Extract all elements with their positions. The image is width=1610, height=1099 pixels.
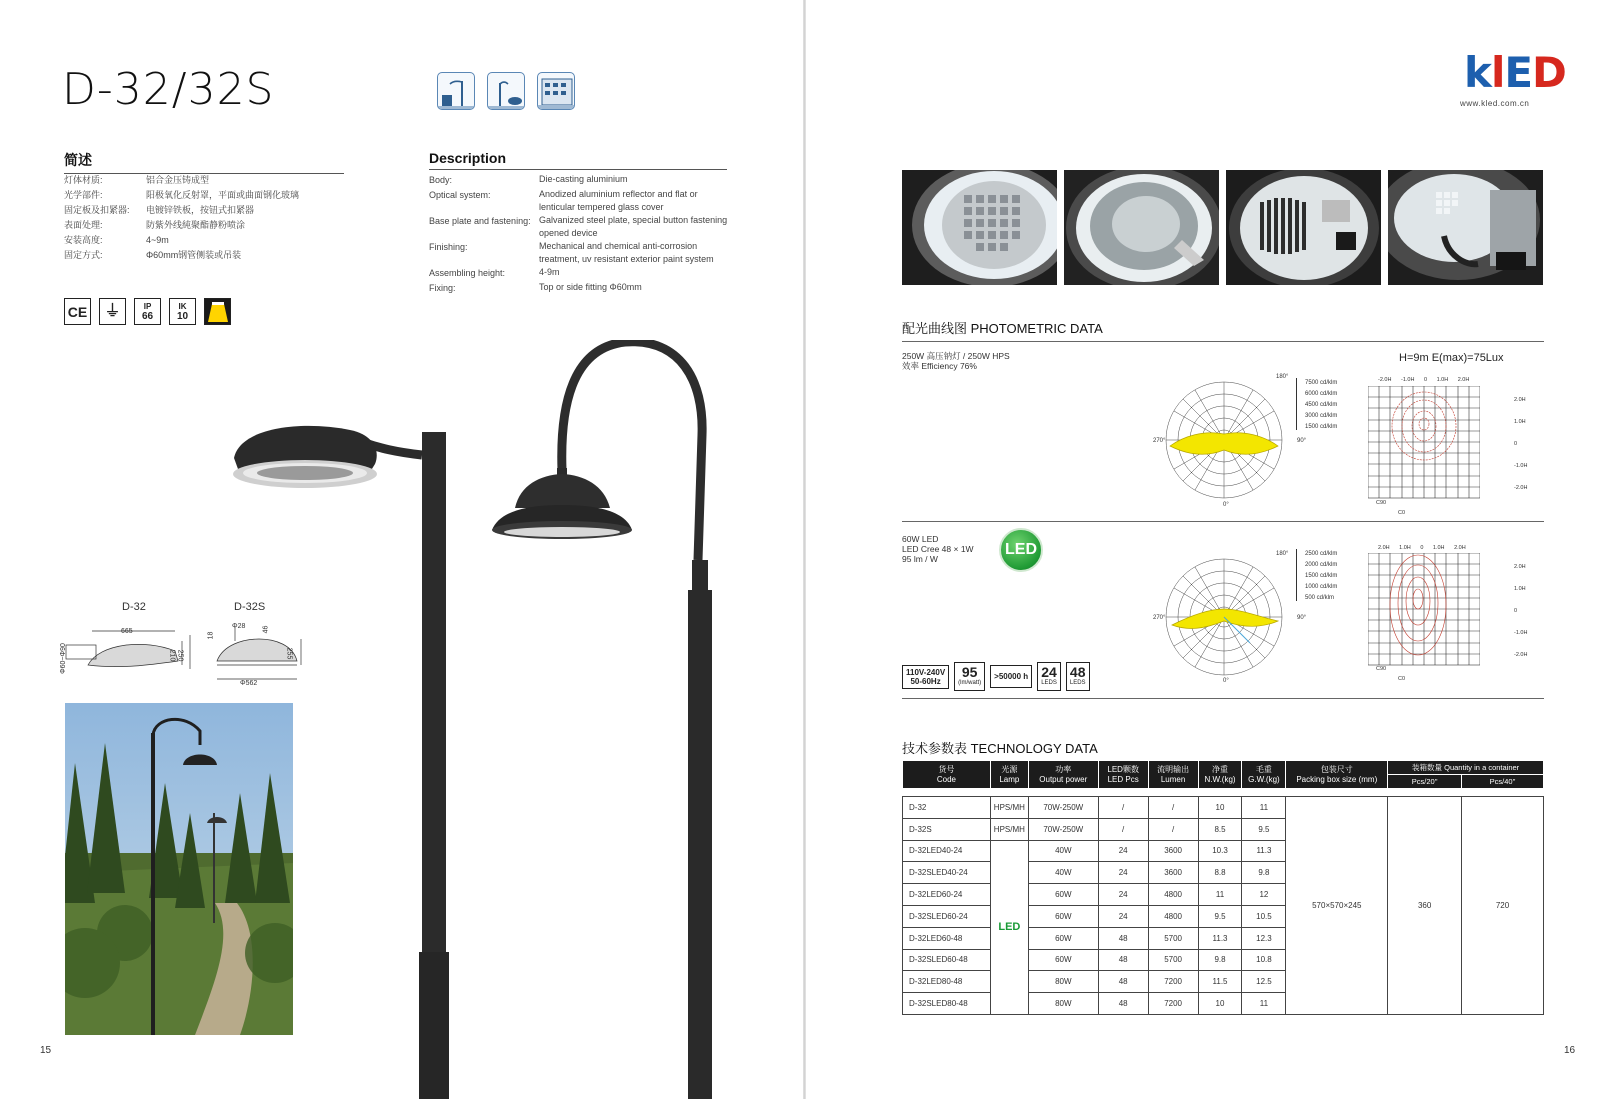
cell-code: D-32LED60-24: [903, 884, 991, 906]
spec-cn-table: [64, 173, 336, 263]
spec-value: 4-9m: [539, 267, 560, 277]
tech-col-qty40: Pcs/40'': [1462, 775, 1544, 789]
certification-row: [64, 298, 231, 325]
cell-pcs: /: [1098, 818, 1148, 840]
cell-lumen: /: [1148, 797, 1198, 819]
iso-y-tick: -1.0H: [1514, 630, 1528, 636]
spec-cn-row: [64, 173, 336, 188]
iso-y-tick: 0: [1514, 441, 1518, 447]
ip-label: IP: [143, 301, 152, 311]
scale-value: 4500 cd/klm: [1305, 402, 1338, 408]
iso-x-tick: 2.0H: [1457, 377, 1470, 383]
iso-x-ticks: [1378, 375, 1469, 385]
tech-table-wrap: [902, 760, 1544, 1015]
cell-nw: 8.8: [1198, 862, 1242, 884]
cell-nw: 11.5: [1198, 971, 1242, 993]
installation-photo: [65, 703, 293, 1035]
tech-col-quantity: 装箱数量 Quantity in a container: [1388, 761, 1544, 775]
right-page: [806, 0, 1610, 1099]
iso-y-tick: 0: [1514, 608, 1518, 614]
detail-photo-heatsink: [1226, 170, 1381, 285]
d32-pipe-dim: Φ60~Φ90: [59, 643, 67, 674]
photometric-divider: [902, 521, 1544, 522]
iso-y-tick: -1.0H: [1514, 463, 1528, 469]
tech-col-lamp: [990, 761, 1028, 789]
leds-count: 48: [1069, 664, 1086, 680]
spec-cn-row: [64, 233, 336, 248]
cell-gw: 12: [1242, 884, 1286, 906]
spec-key: Fixing:: [429, 283, 456, 293]
cell-power: 80W: [1028, 971, 1098, 993]
polar-bottom-angle: 0°: [1223, 502, 1229, 508]
lamp-beam-icon: [204, 298, 231, 325]
iso-x-tick: 0: [1420, 545, 1424, 551]
polar-left-angle: 270°: [1153, 615, 1166, 621]
page-number-right: 16: [1564, 1045, 1576, 1056]
cell-pcs: 48: [1098, 971, 1148, 993]
detail-photo-led-array: [902, 170, 1057, 285]
cell-lumen: /: [1148, 818, 1198, 840]
spec-value: 铝合金压铸成型: [146, 175, 210, 185]
spec-value: Φ60mm钢管侧装或吊装: [146, 250, 242, 260]
spec-cn-row: [64, 203, 336, 218]
cell-gw: 10.5: [1242, 905, 1286, 927]
tech-col-nw: [1198, 761, 1242, 789]
spec-en-table: [429, 173, 729, 296]
spec-en-row: [429, 173, 729, 188]
cell-gw: 12.3: [1242, 927, 1286, 949]
cell-code: D-32: [903, 797, 991, 819]
c90-label: C90: [1376, 666, 1387, 672]
spec-key: 光学部件:: [64, 190, 103, 200]
polar-right-angle: 90°: [1297, 615, 1307, 621]
cell-power: 40W: [1028, 862, 1098, 884]
spec-value: Galvanized steel plate, special button fastening opened device: [539, 215, 728, 238]
tech-col-code: [903, 761, 991, 789]
header-cn: LED颗数: [1107, 764, 1139, 774]
header-cn: 功率: [1055, 764, 1072, 774]
iso-y-ticks: [1514, 556, 1527, 666]
iso-x-tick: -1.0H: [1400, 377, 1415, 383]
d32-width-dim: 665: [121, 628, 133, 635]
logo-url: www.kled.com.cn: [1460, 99, 1530, 108]
polar-curve-hps: [1154, 370, 1294, 510]
tech-col-gw: [1242, 761, 1286, 789]
leds-24-badge: [1037, 662, 1061, 691]
illuminance-label: H=9m E(max)=75Lux: [1399, 352, 1504, 364]
tech-header-row: [903, 761, 1544, 775]
cell-gw: 11.3: [1242, 840, 1286, 862]
cell-lamp: HPS/MH: [990, 818, 1028, 840]
product-title: D-32/32S: [62, 64, 275, 115]
iso-y-tick: 2.0H: [1514, 564, 1526, 570]
spec-cn-row: [64, 188, 336, 203]
efficacy-value: 95: [961, 664, 978, 680]
led-spec-badges: [902, 662, 1090, 691]
d32s-height-dim: 255: [285, 647, 293, 660]
spec-key: Assembling height:: [429, 268, 506, 278]
header-en: Lamp: [999, 774, 1020, 784]
detail-photo-open-housing: [1388, 170, 1543, 285]
cell-power: 60W: [1028, 927, 1098, 949]
spec-key: 固定方式:: [64, 250, 103, 260]
cell-power: 60W: [1028, 949, 1098, 971]
iso-x-tick: 1.0H: [1399, 545, 1411, 551]
d32-height2-dim: 250: [176, 649, 184, 662]
polar-top-angle: 180°: [1276, 374, 1289, 380]
spec-en-row: [429, 214, 729, 240]
scale-value: 1500 cd/klm: [1305, 424, 1338, 430]
scale-value: 1000 cd/klm: [1305, 584, 1338, 590]
tech-spacer-row: [903, 789, 1544, 797]
spec-value: 阳极氧化反射罩，平面或曲面钢化玻璃: [146, 190, 300, 200]
tech-col-power: [1028, 761, 1098, 789]
ik-rating-badge: [169, 298, 196, 325]
spec-value: Top or side fitting Φ60mm: [539, 282, 642, 292]
spec-en-row: [429, 188, 729, 214]
header-cn: 毛重: [1255, 764, 1272, 774]
scale-value: 6000 cd/klm: [1305, 391, 1338, 397]
spec-key: Base plate and fastening:: [429, 216, 531, 226]
header-cn: 流明输出: [1157, 764, 1190, 774]
iso-y-tick: -2.0H: [1514, 485, 1528, 491]
detail-photo-reflector: [1064, 170, 1219, 285]
polar-left-angle: 270°: [1153, 438, 1166, 444]
polar-bottom-angle: 0°: [1223, 678, 1229, 684]
spec-en-row: [429, 281, 729, 296]
ik-label: IK: [178, 301, 187, 311]
cell-gw: 11: [1242, 797, 1286, 819]
tech-col-lumen: [1148, 761, 1198, 789]
photometric-heading: 配光曲线图 PHOTOMETRIC DATA: [902, 318, 1544, 342]
lifetime-badge: >50000 h: [990, 665, 1032, 688]
kled-logo: [1464, 50, 1566, 96]
detail-photos: [902, 170, 1543, 285]
cell-code: D-32LED60-48: [903, 927, 991, 949]
spec-value: 电镀锌铁板，按钮式扣紧器: [146, 205, 255, 215]
spec-value: 防紫外线純聚酯静粉喷涂: [146, 220, 246, 230]
cell-qty20: 360: [1388, 797, 1462, 1015]
efficacy-badge: [954, 662, 985, 691]
cell-nw: 11.3: [1198, 927, 1242, 949]
spec-key: Body:: [429, 175, 453, 185]
spec-en-row: [429, 266, 729, 281]
cell-lumen: 5700: [1148, 949, 1198, 971]
spacer-cell: [903, 789, 1544, 797]
cell-lumen: 4800: [1148, 905, 1198, 927]
iso-x-tick: 0: [1423, 377, 1428, 383]
scale-value: 2500 cd/klm: [1305, 551, 1338, 557]
cell-nw: 10: [1198, 797, 1242, 819]
iso-x-tick: 2.0H: [1454, 545, 1466, 551]
leds-48-badge: [1066, 662, 1090, 691]
header-cn: 货号: [938, 764, 955, 774]
cell-lamp-led: LED: [990, 840, 1028, 1014]
scale-value: 1500 cd/klm: [1305, 573, 1338, 579]
spec-en-row: [429, 240, 729, 266]
scale-value: 3000 cd/klm: [1305, 413, 1338, 419]
d32s-pipe-dim: Φ28: [232, 623, 246, 630]
iso-y-ticks: [1514, 389, 1527, 499]
d32s-diameter-dim: Φ562: [240, 680, 258, 687]
table-row: [903, 797, 1544, 819]
cell-lumen: 4800: [1148, 884, 1198, 906]
product-render: [230, 340, 750, 1099]
cell-power: 80W: [1028, 993, 1098, 1015]
cell-nw: 8.5: [1198, 818, 1242, 840]
cell-gw: 12.5: [1242, 971, 1286, 993]
cell-nw: 9.5: [1198, 905, 1242, 927]
install-icons: [437, 72, 575, 110]
ce-mark-icon: CE: [64, 298, 91, 325]
cell-pcs: 24: [1098, 862, 1148, 884]
left-page: [0, 0, 804, 1099]
logo-letter-l: l: [1490, 48, 1505, 97]
cell-power: 70W-250W: [1028, 818, 1098, 840]
iso-x-tick: -2.0H: [1378, 377, 1392, 383]
cell-nw: 9.8: [1198, 949, 1242, 971]
spec-value: Mechanical and chemical anti-corrosion treatment, uv resistant exterior paint system: [539, 241, 714, 264]
spec-key: 安装高度:: [64, 235, 103, 245]
iso-x-tick: 2.0H: [1378, 545, 1390, 551]
spec-cn-heading: 简述: [64, 150, 344, 174]
ip-value: 66: [141, 310, 154, 322]
spec-value: 4~9m: [146, 235, 169, 245]
cell-gw: 9.5: [1242, 818, 1286, 840]
iso-y-tick: -2.0H: [1514, 652, 1528, 658]
header-cn: 净重: [1212, 764, 1228, 774]
voltage-badge: [902, 665, 949, 689]
scale-value: 500 cd/klm: [1305, 595, 1335, 601]
ik-value: 10: [176, 310, 189, 322]
spec-cn-row: [64, 248, 336, 263]
cell-pcs: 24: [1098, 905, 1148, 927]
spec-key: Finishing:: [429, 242, 468, 252]
scale-value: 2000 cd/klm: [1305, 562, 1338, 568]
header-en: Lumen: [1160, 774, 1186, 784]
leds-unit: LEDS: [1069, 680, 1086, 686]
header-en: N.W.(kg): [1204, 774, 1236, 784]
spec-key: 固定板及扣紧器:: [64, 205, 130, 215]
leds-unit: LEDS: [1041, 680, 1057, 686]
voltage-range: 110V-240V: [906, 667, 946, 677]
cell-code: D-32S: [903, 818, 991, 840]
header-en: Packing box size (mm): [1296, 774, 1378, 784]
spec-value: Die-casting aluminium: [539, 174, 628, 184]
hps-scale: [1296, 378, 1337, 430]
iso-x-tick: 1.0H: [1432, 545, 1445, 551]
cell-code: D-32LED40-24: [903, 840, 991, 862]
spec-value: Anodized aluminium reflector and flat or lenticular tempered glass cover: [539, 189, 698, 212]
header-cn: 光源: [1001, 764, 1018, 774]
iso-y-tick: 2.0H: [1514, 397, 1526, 403]
tech-col-qty20: Pcs/20'': [1388, 775, 1462, 789]
frequency-range: 50-60Hz: [910, 676, 941, 686]
header-en: LED Pcs: [1107, 774, 1139, 784]
tech-heading: 技术参数表 TECHNOLOGY DATA: [902, 741, 1098, 756]
cell-lumen: 7200: [1148, 971, 1198, 993]
cell-nw: 10.3: [1198, 840, 1242, 862]
polar-top-angle: 180°: [1276, 551, 1289, 557]
photometric-bottom-divider: [902, 698, 1544, 699]
roadside-install-icon: [437, 72, 475, 110]
led-note: 60W LED LED Cree 48 × 1W 95 lm / W: [902, 534, 974, 564]
cell-pcs: 24: [1098, 840, 1148, 862]
header-en: G.W.(kg): [1248, 774, 1280, 784]
cell-power: 40W: [1028, 840, 1098, 862]
iso-x-ticks: [1378, 543, 1466, 553]
polar-curve-led: [1154, 547, 1294, 687]
cell-pcs: 48: [1098, 949, 1148, 971]
d32-drawing-label: D-32: [122, 601, 146, 613]
logo-letter-k: k: [1464, 48, 1491, 97]
cell-code: D-32SLED40-24: [903, 862, 991, 884]
cell-pcs: /: [1098, 797, 1148, 819]
cell-pcs: 48: [1098, 993, 1148, 1015]
cell-lamp: HPS/MH: [990, 797, 1028, 819]
led-scale: [1296, 549, 1337, 601]
building-install-icon: [537, 72, 575, 110]
c90-label: C90: [1376, 500, 1387, 506]
isolux-grid-hps: [1368, 386, 1480, 504]
header-en: Code: [936, 774, 956, 784]
logo-letter-d: D: [1532, 48, 1566, 97]
hps-note: 250W 高压钠灯 / 250W HPS 效率 Efficiency 76%: [902, 351, 1010, 371]
cell-gw: 10.8: [1242, 949, 1286, 971]
tech-col-packing: [1286, 761, 1388, 789]
efficacy-unit: (lm/watt): [958, 680, 982, 686]
spec-cn-row: [64, 218, 336, 233]
leds-count: 24: [1041, 664, 1057, 680]
cell-qty40: 720: [1462, 797, 1544, 1015]
cell-power: 70W-250W: [1028, 797, 1098, 819]
cell-code: D-32SLED60-48: [903, 949, 991, 971]
page-number-left: 15: [40, 1045, 52, 1056]
cell-code: D-32SLED60-24: [903, 905, 991, 927]
cell-power: 60W: [1028, 905, 1098, 927]
spec-key: Optical system:: [429, 190, 491, 200]
header-en: Output power: [1039, 774, 1088, 784]
cell-pcs: 48: [1098, 927, 1148, 949]
cell-pcs: 24: [1098, 884, 1148, 906]
cell-nw: 11: [1198, 884, 1242, 906]
isolux-grid-led: [1368, 553, 1480, 671]
spec-key: 灯体材质:: [64, 175, 103, 185]
scale-value: 7500 cd/klm: [1305, 380, 1338, 386]
iso-y-tick: 1.0H: [1514, 586, 1526, 592]
cell-lumen: 7200: [1148, 993, 1198, 1015]
tech-col-led-pcs: [1098, 761, 1148, 789]
park-install-icon: [487, 72, 525, 110]
ground-icon: ⏚: [99, 298, 126, 325]
spec-key: 表面处理:: [64, 220, 103, 230]
cell-gw: 9.8: [1242, 862, 1286, 884]
tech-table: [902, 760, 1544, 1015]
iso-y-tick: 1.0H: [1514, 419, 1526, 425]
d32s-drawing-label: D-32S: [234, 601, 266, 613]
cell-power: 60W: [1028, 884, 1098, 906]
logo-letter-e: E: [1504, 48, 1533, 97]
ip-rating-badge: [134, 298, 161, 325]
iso-x-tick: 1.0H: [1436, 377, 1449, 383]
d32s-top-dim: 18: [207, 631, 215, 640]
cell-packing: 570×570×245: [1286, 797, 1388, 1015]
cell-lumen: 3600: [1148, 840, 1198, 862]
header-cn: 包装尺寸: [1320, 764, 1353, 774]
c0-label: C0: [1398, 676, 1406, 682]
cell-nw: 10: [1198, 993, 1242, 1015]
cell-gw: 11: [1242, 993, 1286, 1015]
cell-code: D-32SLED80-48: [903, 993, 991, 1015]
c0-label: C0: [1398, 510, 1406, 516]
polar-right-angle: 90°: [1297, 438, 1307, 444]
cell-code: D-32LED80-48: [903, 971, 991, 993]
cell-lumen: 3600: [1148, 862, 1198, 884]
cell-lumen: 5700: [1148, 927, 1198, 949]
d32s-side-dim: 46: [262, 625, 270, 634]
d32-height1-dim: 210: [168, 649, 176, 662]
spec-en-heading: Description: [429, 150, 727, 170]
led-chip-icon: LED: [999, 528, 1043, 572]
d32-lamp-head: [233, 426, 377, 488]
d32s-lamp-head: [492, 468, 632, 539]
